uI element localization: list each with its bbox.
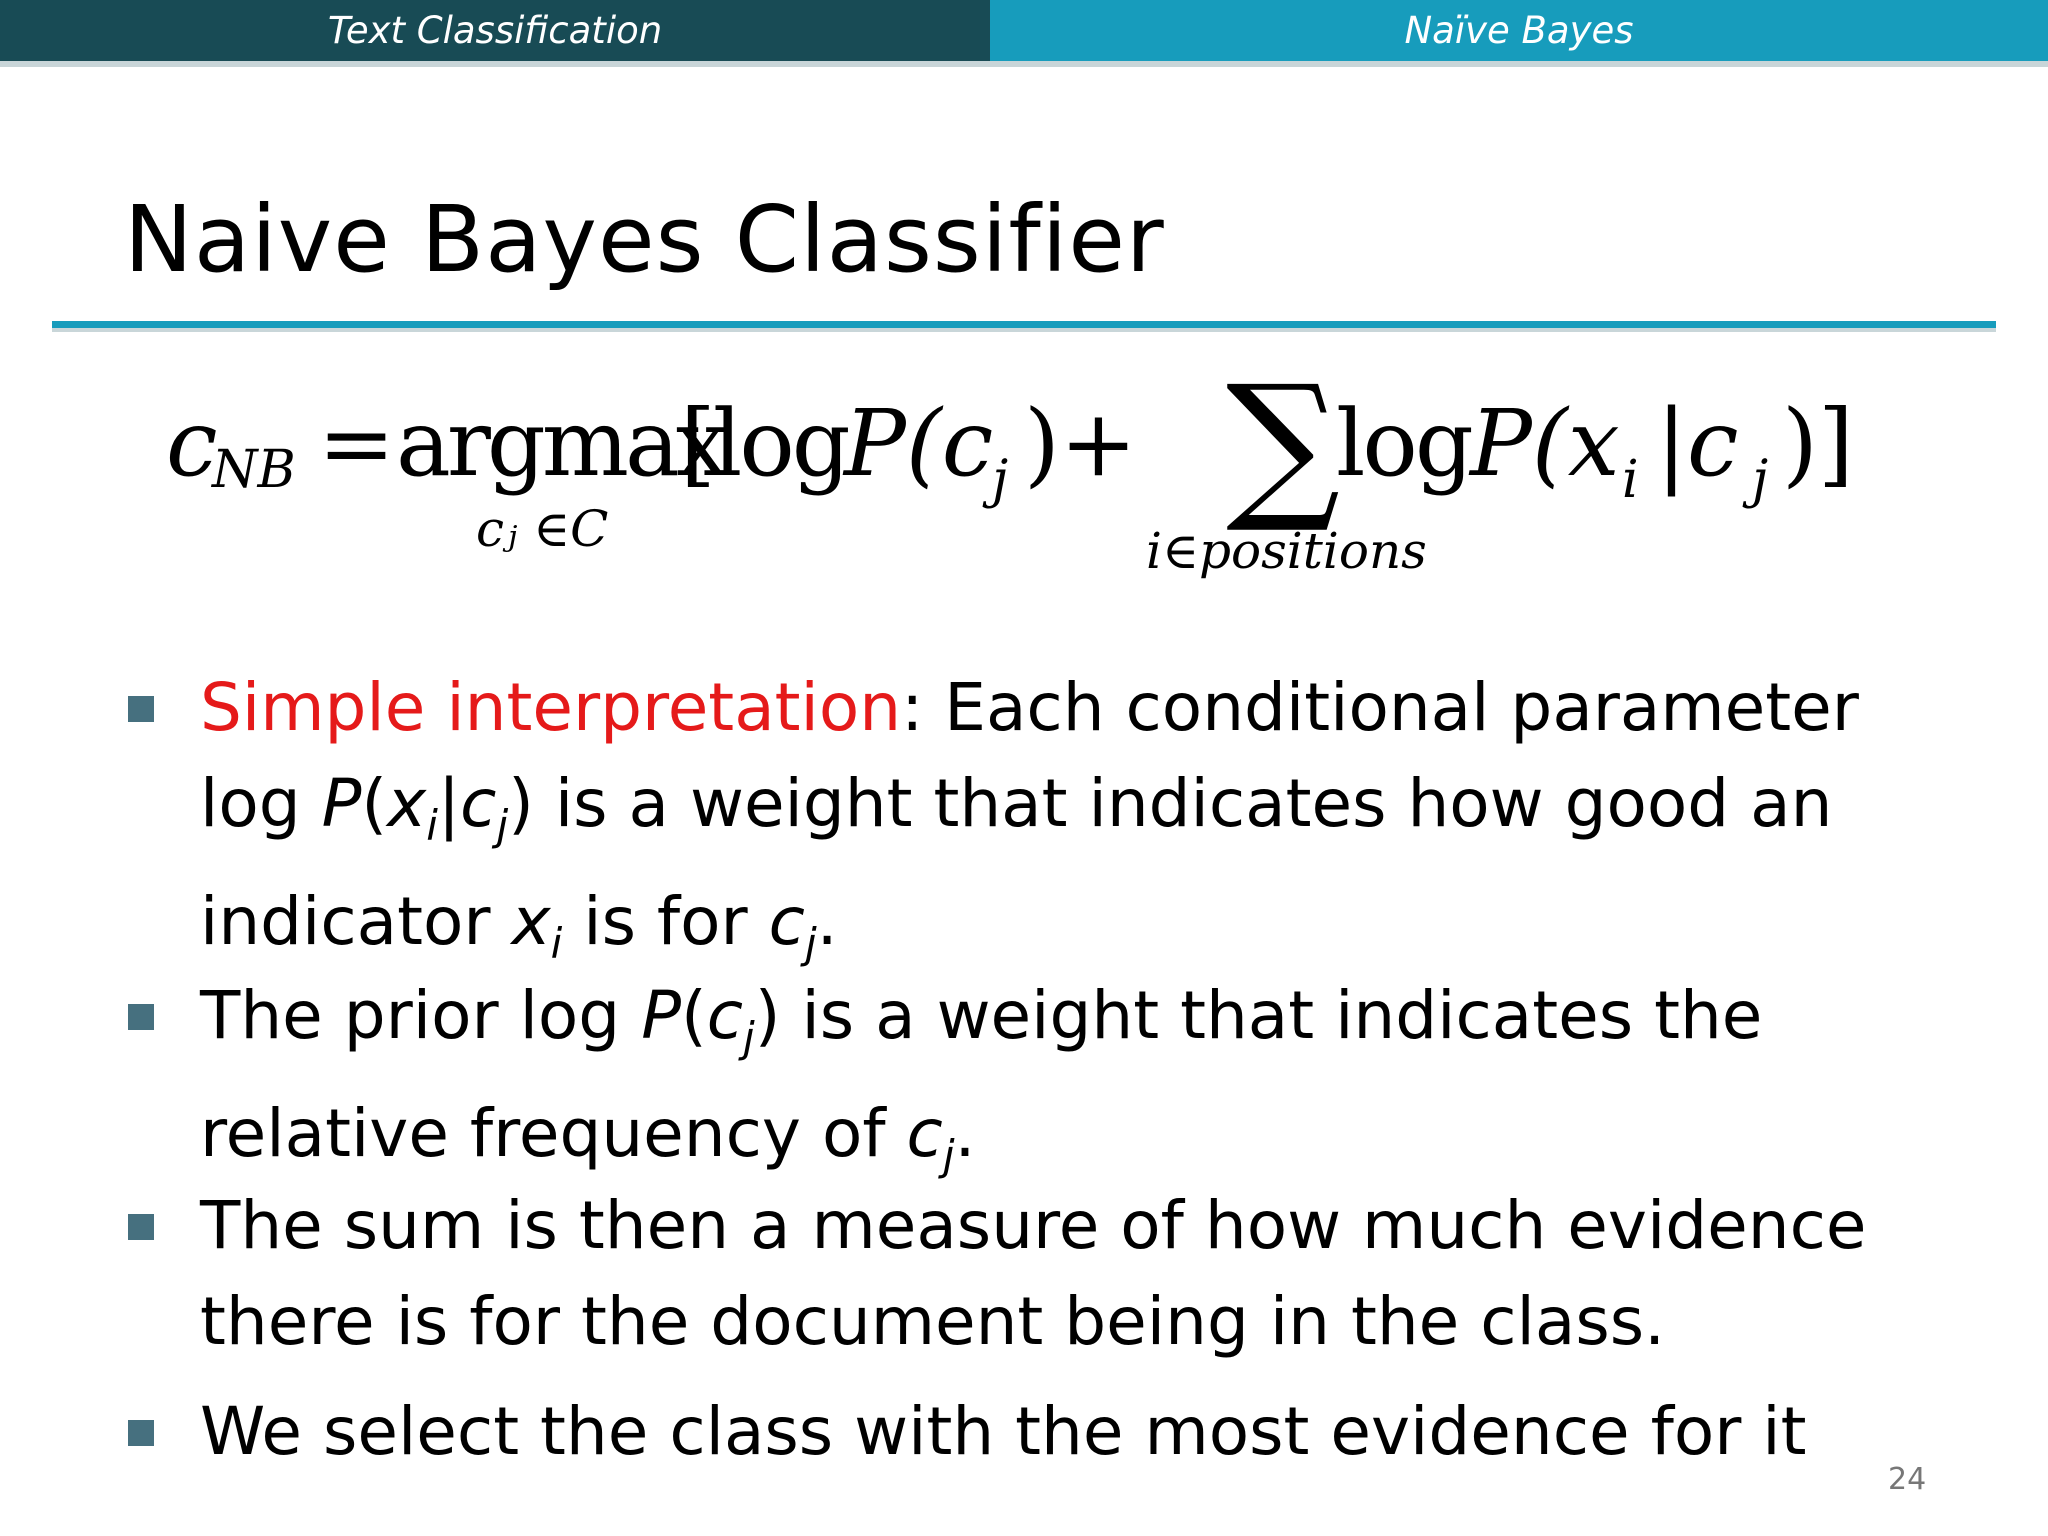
formula-prior-close: )+: [1024, 390, 1137, 497]
formula-lhs-subscript: NB: [212, 440, 296, 500]
math-symbol: P: [641, 977, 681, 1054]
formula-prior: P(c: [844, 390, 994, 497]
formula-open-log: [log: [680, 390, 848, 497]
math-subscript: i: [426, 801, 438, 851]
title-underline-shadow: [52, 328, 1996, 332]
math-subscript: j: [804, 919, 817, 969]
formula-close: )]: [1782, 390, 1854, 497]
formula-given: |c: [1656, 390, 1739, 497]
formula-summation: ∑: [1226, 350, 1341, 537]
formula-likelihood-subscript-i: i: [1622, 450, 1639, 510]
math-symbol: x: [387, 765, 427, 842]
math-symbol: c: [706, 977, 744, 1054]
formula-sum-subscript: i∈positions: [1146, 522, 1427, 580]
formula-argmax: argmax: [396, 390, 724, 497]
bullet-text-part: ) is a weight that indicates the relative frequency of: [200, 977, 1763, 1173]
bullet-marker: [128, 1214, 154, 1240]
formula-prior-subscript: j: [992, 450, 1009, 510]
math-subscript: j: [496, 801, 509, 851]
bullet-text: The sum is then a measure of how much evidence there is for the document being in the class.: [200, 1187, 1867, 1360]
bullet-text-part: .: [816, 883, 838, 961]
bullet-text: We select the class with the most evidence for it: [200, 1393, 1807, 1470]
math-symbol: c: [906, 1095, 943, 1173]
bullet-text-part: The prior log: [200, 977, 642, 1054]
bullet-text-part: : Each conditional parameter log: [200, 669, 1859, 842]
math-subscript: i: [550, 919, 563, 969]
bullet-marker: [128, 1004, 154, 1030]
slide-title: Naive Bayes Classifier: [124, 186, 1165, 293]
highlight-term: Simple interpretation: [200, 669, 902, 746]
bullet-text: The prior $\log P(c_j)$ is a weight that indicates the relative frequency of $c_j$.: [200, 977, 1763, 1181]
bullet-text-part: ) is a weight that indicates how good an indicator: [200, 765, 1833, 961]
bullet-marker: [128, 696, 154, 722]
header-section-title: Text Classification: [0, 0, 990, 61]
math-symbol: P: [321, 765, 362, 842]
bullet-text: Simple interpretation: Each conditional parameter $\log P(x_i|c_j)$ is a weight that indicates how good an indicator $x_i$ is for $c_j$.: [200, 669, 1859, 969]
bullet-marker: [128, 1420, 154, 1446]
math-subscript: j: [743, 1013, 755, 1063]
formula-likelihood: P(x: [1470, 390, 1620, 497]
math-symbol: x: [511, 883, 551, 961]
bullet-text-part: is for: [562, 883, 769, 961]
title-underline: [52, 321, 1996, 328]
naive-bayes-formula: [0, 350, 2048, 600]
formula-log: log: [1336, 390, 1471, 497]
header-divider: [0, 61, 2048, 67]
formula-lhs: c: [166, 390, 218, 497]
bullet-text-part: .: [954, 1095, 976, 1173]
math-subscript: j: [942, 1131, 955, 1181]
formula-likelihood-subscript-j: j: [1752, 450, 1769, 510]
formula-equals: =: [318, 390, 396, 497]
formula-argmax-subscript: cⱼ ∈C: [476, 500, 609, 558]
math-symbol: c: [768, 883, 805, 961]
header-bar: [0, 0, 2048, 61]
math-symbol: c: [460, 765, 497, 842]
header-subsection-title: Naïve Bayes: [990, 0, 2048, 61]
page-number: 24: [1888, 1462, 1927, 1497]
